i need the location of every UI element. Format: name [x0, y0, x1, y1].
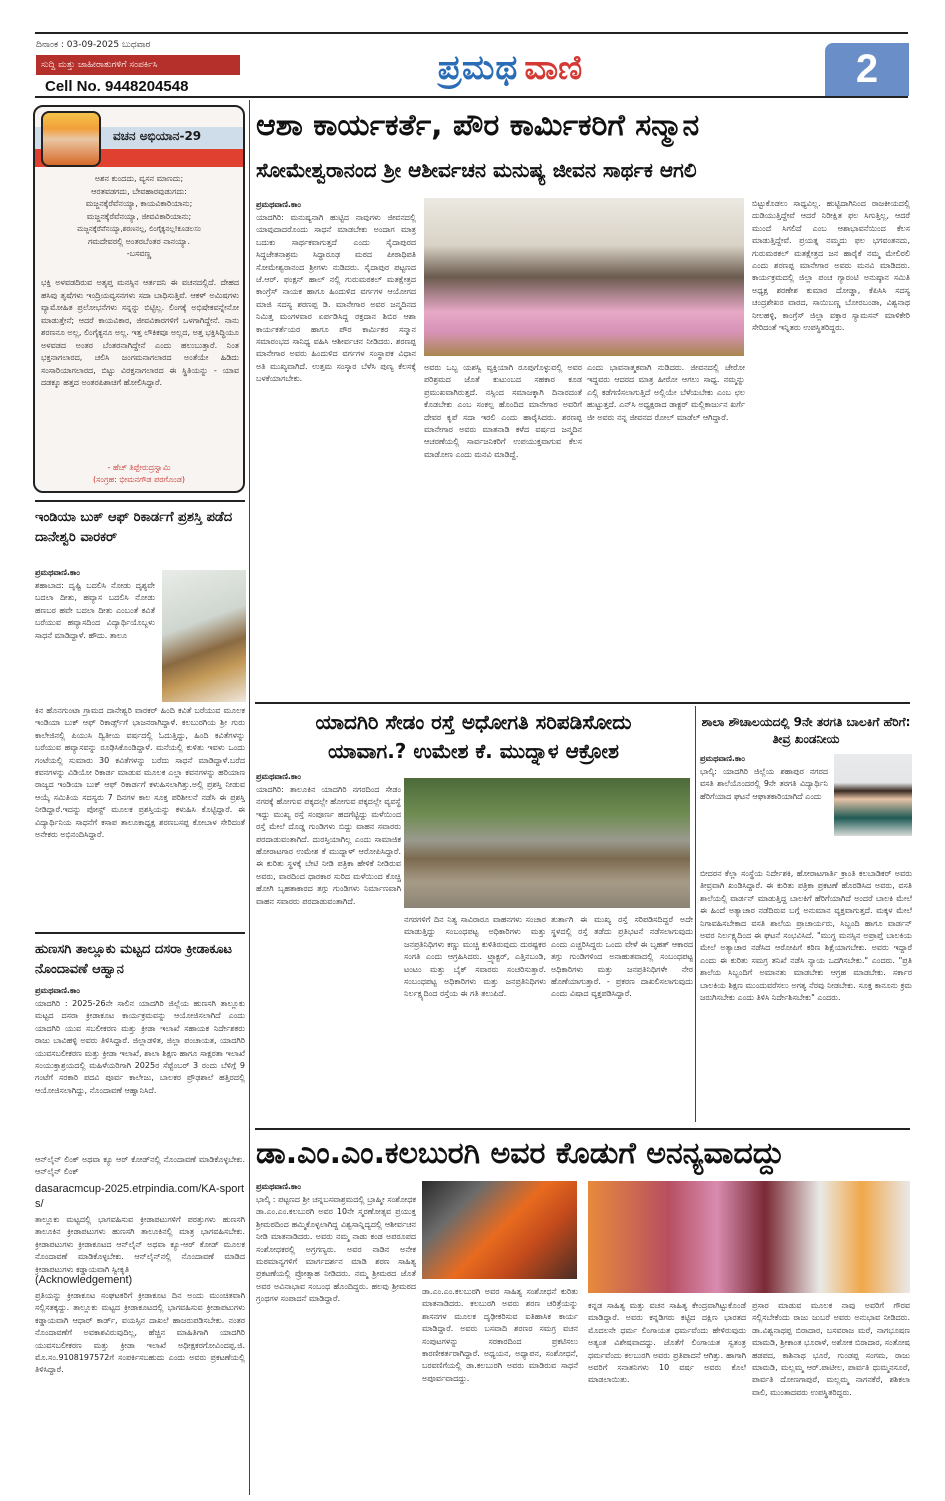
damaged-road-photo	[404, 778, 690, 908]
dasara-body-4: ಪ್ರತಿಯನ್ನು ಕ್ರೀಡಾಕೂಟ ಸಂಘಟಕರಿಗೆ ಕ್ರೀಡಾಕೂಟ ದಿನ ಅಂದು ಮುಂಚಿತವಾಗಿ ಸಲ್ಲಿಸತಕ್ಕದ್ದು. ತಾಲ್ಲೂಕು ಮಟ್ಟದ ಕ್ರೀಡಾಕೂಟದಲ್ಲಿ ಭಾಗವಹಿಸುವ ಕ್ರೀಡಾಪಟುಗಳು ಕಡ್ಡಾಯವಾಗಿ ಆಧಾರ್ ಕಾರ್ಡ್, ವಯಸ್ಸಿನ ದಾಖಲೆ ಹಾಜರುಪಡಿಸಬೇಕು. ನಂತರ ನೊಂದಾವಣೆಗೆ ಅವಕಾಶವಿರುವುದಿಲ್ಲ, ಹೆಚ್ಚಿನ ಮಾಹಿತಿಗಾಗಿ ಯಾದಗಿರಿ ಯುವಸಬಲೀಕರಣ ಮತ್ತು ಕ್ರೀಡಾ ಇಲಾಖೆ ಅಧೀಕ್ಷಕರಗೋವಿಂದಪ್ಪ.ಜಿ. ಮೊ.ಸಂ.9108197572ಗೆ ಸಂಪರ್ಕಿಸಬಹುದು ಎಂದು ಅವರು ಪ್ರಕಟಣೆಯಲ್ಲಿ ತಿಳಿಸಿದ್ದಾರೆ.	[35, 1291, 245, 1375]
record-body: ಕಿನ ಹೊನಗುಂಟಾ ಗ್ರಾಮದ ದಾನೇಶ್ವರಿ ವಾರಕರ್ ಹಿಂದಿ ಕವಿತೆ ಬರೆಯುವ ಮೂಲಕ ಇಂಡಿಯಾ ಬುಕ್ ಆಫ್ ರಿಕಾರ್ಡ್ಸ್‌ಗೆ ಭಾಜನರಾಗಿದ್ದಾಳೆ. ಕಲಬುರಗಿಯ ಶ್ರೀ ಗುರು ಕಾಲೇಜಿನಲ್ಲಿ ಪಿಯುಸಿ ದ್ವಿತೀಯ ವರ್ಷದಲ್ಲಿ ಓದುತ್ತಿದ್ದು, ಹಿಂದಿ ಕವಿತೆಗಳನ್ನು ಬರೆಯುವ ಹವ್ಯಾಸವನ್ನು ರೂಢಿಸಿಕೊಂಡಿದ್ದಾಳೆ. ಮನೆಯಲ್ಲಿ ಕುಳಿತು ಇವಳು ಒಂದು ಗಂಟೆಯಲ್ಲಿ ಸುಮಾರು 30 ಕವಿತೆಗಳನ್ನು ಬರೆದು ಸಾಧನೆ ಮಾಡಿದ್ದಾಳೆ.ಬರೆದ ಕವನಗಳನ್ನು ವಿಡಿಯೋ ರಿಕಾರ್ಡ ಮಾಡುವ ಮೂಲಕ ಎಲ್ಲಾ ಕವನಗಳನ್ನು ಹರಿಯಾಣ ರಾಜ್ಯದ ಇಂಡಿಯಾ ಬುಕ್ ಆಫ್ ರಿಕಾರ್ಡಗೆ ಕಳುಹಿಸಲಾಗಿತ್ತು.ಅಲ್ಲಿ ಪ್ರಶಸ್ತಿ ನೀಡುವ ಆಯ್ಕೆ ಸಮಿತಿಯ ಸದಸ್ಯರು 7 ದಿನಗಳ ಕಾಲ ಸೂಕ್ತ ಪರಿಶೀಲನೆ ನಡೆಸಿ ಈ ಪ್ರಶಸ್ತಿ ನೀಡಿದ್ದಾರೆ.ಇದನ್ನು ಪೋಸ್ಟ್ ಮೂಲಕ ಪ್ರಶಸ್ತಿಯನ್ನು ಕಳುಹಿಸಿ ಕೊಟ್ಟಿದ್ದಾರೆ. ಈ ವಿದ್ಯಾರ್ಥಿನಿಯ ಸಾಧನೆಗೆ ಕಸಾಪ ತಾಲೂಕಾಧ್ಯಕ್ಷ ಶರಣಬಸಪ್ಪ ಕೋಬಾಳ ಸೇರಿದಂತೆ ಅನೇಕರು ಅಭಿನಂದಿಸಿದ್ದಾರೆ.	[35, 706, 245, 840]
kalburgi-col-4: ಪ್ರಸಾರ ಮಾಡುವ ಮೂಲಕ ನಾವು ಅವರಿಗೆ ಗೌರವ ಸಲ್ಲಿಸಬೇಕೆಂದು ರಾಜು ಜುಬರೆ ಅವರು ಅನುಭಾವ ನೀಡಿದರು. ಡಾ.ವಿಶ್ವನಾಥಪ್ಪ ಬಿರಾದಾರ, ಬಸವರಾಜ ಮರೆ, ನಾಗಭೂಷಣ ಮಾಮಡಿ, ಶ್ರೀಕಾಂತ ಭೂರಾಳೆ, ಅಶೋಕ ಬಿರಾದಾರ, ಸಂತೋಷ ಹಡಪದ, ಕಾಶಿನಾಥ ಭೂರೆ, ಗುಂಡಪ್ಪ ಸಂಗಮ, ರಾಜು ಮಾಮಡಿ, ಮಲ್ಲಮ್ಮ ಆರ್.ಪಾಟೀಲ, ಪಾರ್ವತಿ ಧುಮ್ಮನಸೂರೆ, ಪಾರ್ವತಿ ದೋಣಗಾಪುರೆ, ಮಲ್ಲಮ್ಮ ನಾಗನಕೆರೆ, ಶಶಿಕಲಾ ವಾಲಿ, ಮುಂತಾದವರು ಉಪಸ್ಥಿತರಿದ್ದರು.	[752, 1301, 910, 1397]
compiler-name: (ಸಂಗ್ರಹ: ಭೀಮನಗೌಡ ಪರಗೊಂಡ)	[93, 475, 185, 484]
column-separator	[249, 100, 250, 1495]
record-student-photo	[162, 570, 246, 702]
dasara-body-1: ಯಾದಗಿರಿ : 2025-26ನೇ ಸಾಲಿನ ಯಾದಗಿರಿ ಜಿಲ್ಲೆಯ ಹುಣಸಗಿ ತಾಲ್ಲೂಕು ಮಟ್ಟದ ದಸರಾ ಕ್ರೀಡಾಕೂಟ ಕಾರ್ಯಕ್ರಮವನ್ನು ಆಯೋಜಿಸಲಾಗಿದೆ ಎಂದು ಯಾದಗಿರಿ ಯುವ ಸಬಲೀಕರಣ ಮತ್ತು ಕ್ರೀಡಾ ಇಲಾಖೆ ಸಹಾಯಕ ನಿರ್ದೇಶಕರು ರಾಜು ಬಾವಿಹಳ್ಳಿ ಅವರು ತಿಳಿಸಿದ್ದಾರೆ. ಜಿಲ್ಲಾಡಳಿತ, ಜಿಲ್ಲಾ ಪಂಚಾಯತ, ಯಾದಗಿರಿ ಯುವಸಬಲೀಕರಣ ಮತ್ತು ಕ್ರೀಡಾ ಇಲಾಖೆ, ಶಾಲಾ ಶಿಕ್ಷಣ ಹಾಗೂ ಸಾಕ್ಷರತಾ ಇಲಾಖೆ ಸಂಯುಕ್ತಾಶ್ರಯದಲ್ಲಿ ಮಹಿಳೆಯರಿಗಾಗಿ 2025ರ ಸೆಪ್ಟೆಂಬರ್ 3 ರಂದು ಬೆಳಿಗ್ಗೆ 9 ಗಂಟೆಗೆ ಸರಕಾರಿ ಪದವಿ ಪೂರ್ವ ಕಾಲೇಜು, ಬಾಲಕರ ಪ್ರೌಢಶಾಲೆ ಹತ್ತಿರದಲ್ಲಿ ಆಯೋಜಿಸಲಾಗಿದ್ದು, ನೊಂದಾವಣೆ ಆಹ್ವಾನಿಸಿದೆ.	[35, 999, 245, 1095]
issue-date: ದಿನಾಂಕ : 03-09-2025 ಬುಧವಾರ	[36, 40, 151, 50]
road-headline-line2: ಯಾವಾಗ.? ಉಮೇಶ ಕೆ. ಮುದ್ನಾಳ ಆಕ್ರೋಶ	[328, 739, 619, 763]
divider	[255, 1128, 910, 1130]
road-col-3: ತುರ್ತಾಗಿ ಈ ಮುಖ್ಯ ರಸ್ತೆ ಸರಿಪಡಿಸದಿದ್ದರೆ ಅದೇ ಸ್ಥಳದಲ್ಲಿ ರಸ್ತೆ ತಡೆದು ಪ್ರತಿಭಟನೆ ನಡೆಸಲಾಗುವುದು ಎಂದು ಎಚ್ಚರಿಸಿದ್ದರು ಒಂದು ವೇಳೆ ಈ ಬೃಹತ್ ಆಕಾರದ ತಗ್ಗು ಗುಂಡಿಗಳಿಂದ ಅನಾಹುತವಾದಲ್ಲಿ ಸಂಬಂಧಪಟ್ಟ ಅಧಿಕಾರಿಗಳು ಮತ್ತು ಜನಪ್ರತಿನಿಧಿಗಳೇ ನೇರ ಹೊಣೆಯಾಗುತ್ತಾರೆ. - ಪ್ರಕರಣ ದಾಖಲಿಸಲಾಗುವುದು ಎಂದು ವಿಷಾದ ವ್ಯಕ್ತಪಡಿಸಿದ್ದಾರೆ.	[551, 915, 693, 999]
divider	[35, 500, 245, 502]
kalburgi-col-3: ಕನ್ನಡ ಸಾಹಿತ್ಯ ಮತ್ತು ವಚನ ಸಾಹಿತ್ಯ ಕೇಂದ್ರವಾಗಿಟ್ಟುಕೊಂಡೆ ಮಾಡಿದ್ದಾರೆ. ಅವರು ಕನ್ನಡಿಗರು ಕಟ್ಟಿದ ದಕ್ಷಿಣ ಭಾರತದ ಮೊದಲನೇ ಧರ್ಮ ಲಿಂಗಾಯತ ಧರ್ಮವೆಂದು ಹೇಳಿರುವುದು ಅತ್ಯಂತ ವಿಶೇಷವಾದದ್ದು. ಜೊತೆಗೆ ಲಿಂಗಾಯತ ಸ್ವತಂತ್ರ ಧರ್ಮವೆಂದು ಕಲಬುರಗಿ ಅವರು ಪ್ರತಿಪಾದನೆ ಆಗಿತ್ತು. ಹಾಗಾಗಿ ಅವರಿಗೆ ಸನಾತನಿಗಳು 10 ವರ್ಷ ಅವರು ಕೊಲೆ ಮಾಡಲಾಯಿತು.	[588, 1301, 746, 1385]
poem-line: ಆರತವಡಗದು, ಬೇವಹಾರವುಡುಗದು:	[91, 186, 187, 196]
road-headline	[256, 708, 691, 766]
road-headline-line1: ಯಾದಗಿರಿ ಸೇಡಂ ರಸ್ತೆ ಅಧೋಗತಿ ಸರಿಪಡಿಸೋದು	[315, 710, 632, 734]
road-col-1: ಯಾದಗಿರಿ: ತಾಲೂಕಿನ ಯಾದಗಿರಿ ನಗರದಿಂದ ಸೇಡಂ ನಗರಕ್ಕೆ ಹೋಗುವ ಪಕ್ಕದಲ್ಲೇ ಹೋಗುವ ಪಕ್ಕದಲ್ಲೇ ವ್ಯವಸ್ಥೆ ಇದ್ದು ಮುಖ್ಯ ರಸ್ತೆ ಸಂಪೂರ್ಣ ಹದಗೆಟ್ಟಿದ್ದು ಮಳೆಯಿಂದ ರಸ್ತೆ ಮೇಲೆ ದೊಡ್ಡ ಗುಂಡಿಗಳು ಬಿದ್ದು ವಾಹನ ಸವಾರರು ಪರದಾಡುವಂತಾಗಿದೆ. ದುರಸ್ತಿಯಾಗಿಲ್ಲ ಎಂದು ಸಾಮಾಜಿಕ ಹೋರಾಟಗಾರ ಉಮೇಶ ಕೆ ಮುದ್ನಾಳ್ ಆರೋಪಿಸಿದ್ದಾರೆ. ಈ ಕುರಿತು ಸ್ಥಳಕ್ಕೆ ಬೇಟಿ ನೀಡಿ ಪತ್ರಿಕಾ ಹೇಳಿಕೆ ನೀಡಿರುವ ಅವರು, ವಾರದಿಂದ ಧಾರಕಾರ ಸುರಿದ ಮಳೆಯಿಂದ ಕೊಚ್ಚಿ ಹೋಗಿ ಬೃಹತಾಕಾರದ ತಗ್ಗು ಗುಂಡಿಗಳು ನಿರ್ಮಾಣವಾಗಿ ವಾಹನ ಸವಾರರು ಪರದಾಡುವಂತಾಗಿದೆ.	[256, 785, 401, 906]
school-headline: ಶಾಲಾ ಶೌಚಾಲಯದಲ್ಲಿ 9ನೇ ತರಗತಿ ಬಾಲಕಿಗೆ ಹೆರಿಗೆ: ತೀವ್ರ ಖಂಡನೀಯ	[701, 715, 911, 746]
author-name: - ಹೆಚ್ ತಿಪ್ಪೇರುದ್ರಸ್ವಾಮಿ	[107, 463, 171, 472]
poem-line: ಅಶನ ಕುಂದದು, ವ್ಯಸನ ಮಾಣದು;	[94, 174, 184, 183]
registration-link[interactable]: dasaracmcup-2025.etrpindia.com/KA-sports/	[35, 1183, 245, 1210]
basavanna-portrait	[41, 111, 101, 167]
school-byline: ಪ್ರಮಥವಾಣಿ.ಕಾಂ	[700, 754, 745, 763]
contact-banner: ಸುದ್ದಿ ಮತ್ತು ಜಾಹೀರಾತುಗಳಿಗೆ ಸಂಪರ್ಕಿಸಿ	[36, 55, 240, 75]
masthead-bottom-rule	[35, 96, 908, 98]
poem-line: -ಬಸವಣ್ಣ	[126, 249, 152, 258]
poem-line: ಮಜ್ಜನಕ್ಕೆರೆವೆನಯ್ಯಾ, ಜೀವವಿಕಾರಿಯಾನು;	[86, 211, 192, 221]
dasara-body-2: ಆನ್‌ಲೈನ್ ಲಿಂಕ್ ಅಥವಾ ಕ್ಯೂ ಆರ್ ಕೋಡ್‌ನಲ್ಲಿ ನೊಂದಾವಣೆ ಮಾಡಿಕೊಳ್ಳಬೇಕು. ಆನ್‌ಲೈನ್ ಲಿಂಕ್	[35, 1155, 245, 1177]
main-col-1: ಯಾದಗಿರಿ: ಮನುಷ್ಯನಾಗಿ ಹುಟ್ಟಿದ ನಾವುಗಳು ಜೀವನದಲ್ಲಿ ಯಾವುದಾದರೊಂದು ಸಾಧನೆ ಮಾಡಬೇಕು ಅಂದಾಗ ಮಾತ್ರ ಬದುಕು ಸಾರ್ಥಕವಾಗುತ್ತದೆ ಎಂದು ಸೈದಾಪುರದ ಸಿದ್ಧಜೇತನಾಶ್ರಮ ಸಿದ್ಧಾರೂಢ ಮಠದ ಪೀಠಾಧಿಪತಿ ಸೋಮೇಶ್ವರಾನಂದ ಶ್ರೀಗಳು ನುಡಿದರು. ಸೈದಾಪುರ ಪಟ್ಟಣದ ಜೆ.ಆರ್. ಫಂಕ್ಷನ್ ಹಾಲ್ ನಲ್ಲಿ ಗುರುಮಠಕಲ್ ಮತಕ್ಷೇತ್ರದ ಕಾಂಗ್ರೆಸ್ ನಾಯಕ ಹಾಗೂ ಹಿಂದುಳಿದ ವರ್ಗಗಳ ಆಯೋಗದ ಮಾಜಿ ಸದಸ್ಯ ಶರಣಪ್ಪ ಡಿ. ಮಾನೇಗಾರ ಅವರ ಜನ್ಮದಿನದ ನಿಮಿತ್ತ ಮಂಗಳವಾರ ಏರ್ಪಡಿಸಿದ್ದ ರಕ್ತದಾನ ಶಿಬಿರ ಆಶಾ ಕಾರ್ಯಕರ್ತೆಯರ ಹಾಗೂ ಪೌರ ಕಾರ್ಮಿಕರ ಸನ್ಮಾನ ಸಮಾರಂಭದ ಸಾನಿಧ್ಯ ವಹಿಸಿ ಆಶೀರ್ವಚನ ನೀಡಿದರು. ಶರಣಪ್ಪ ಮಾನೇಗಾರ ಅವರು ಹಿಂದುಳಿದ ವರ್ಗಗಳ ಸಂಸ್ಥಾಪಕ ವಿಧಾನ ಅತಿ ಮುಖ್ಯವಾಗಿದೆ. ಉತ್ತಮ ಸಂಸ್ಕಾರ ಬೆಳೆಸಿ ಪುಣ್ಯ ಕೆಲಸಕ್ಕೆ ಬಳಕೆಯಾಗಬೇಕು.	[256, 213, 416, 384]
vachana-title: ವಚನ ಅಭಿಯಾನ-29	[113, 129, 202, 143]
activist-photo	[834, 754, 912, 836]
column-separator	[695, 706, 696, 1122]
poem-line: ಗಮದೇವರಲ್ಲಿ ಅಂತರಬೆಂತರ ನಾನಯ್ಯಾ.	[87, 236, 191, 246]
logo-word-vani: ವಾಣಿ	[524, 48, 583, 88]
record-headline: ಇಂಡಿಯಾ ಬುಕ್ ಆಫ್ ರಿಕಾರ್ಡಗೆ ಪ್ರಶಸ್ತಿ ಪಡೆದ ದಾನೇಶ್ವರಿ ವಾರಕರ್	[35, 510, 233, 545]
acknowledgement-term: (Acknowledgement)	[35, 1274, 133, 1286]
logo-word-pramatha: ಪ್ರಮಥ	[437, 48, 519, 88]
main-col-4: ಬಿಟ್ಟುಕೊಡಲು ಸಾಧ್ಯವಿಲ್ಲ. ಹುಟ್ಟಿದಾಗಿನಿಂದ ರಾಜಕೀಯದಲ್ಲಿ ದುಡಿಯುತ್ತಿದ್ದೇವೆ ಆದರೆ ನಿರೀಕ್ಷಿತ ಫಲ ಸಿಗುತ್ತಿಲ್ಲ, ಆದರೆ ಮುಂದೆ ಸಿಗಲಿದೆ ಎಂಬ ಆಶಾಭಾವನೆಯಿಂದ ಕೆಲಸ ಮಾಡುತ್ತಿದ್ದೇವೆ. ಪ್ರಯತ್ನ ನಮ್ಮದು ಫಲ ಭಗವಂತನದು, ಗುರುಮಠಕಲ್ ಮತಕ್ಷೇತ್ರದ ಜನ ಹಾರೈಕೆ ನಮ್ಮ ಮೇಲಿರಲಿ ಎಂದು ಶರಣಪ್ಪ ಮಾನೇಗಾರ ಅವರು ಮನವಿ ಮಾಡಿದರು. ಕಾರ್ಯಕ್ರಮದಲ್ಲಿ ಜಿಲ್ಲಾ ಪಂಚ ಗ್ಯಾರಂಟಿ ಅನುಷ್ಠಾನ ಸಮಿತಿ ಅಧ್ಯಕ್ಷ ಶರಣೇಶ ಕುಮಾರ ದೋಡ್ಡಾ, ಕೆಪಿಸಿಸಿ ಸದಸ್ಯ ಚಂದ್ರಶೇಖರ ವಾರದ, ಸಾಯಿಬಣ್ಣ ಬೋರಬಂಡಾ, ವಿಶ್ವನಾಥ ನೀಲಹಳ್ಳಿ, ಕಾಂಗ್ರೆಸ್ ಜಿಲ್ಲಾ ವಕ್ತಾರ ಸ್ಯಾಮಸನ್ ಮಾಳಿಕೇರಿ ಸೇರಿದಂತೆ ಇನ್ನಿತರು ಉಪಸ್ಥಿತರಿದ್ದರು.	[752, 199, 910, 333]
main-subheadline: ಸೋಮೇಶ್ವರಾನಂದ ಶ್ರೀ ಆಶೀರ್ವಚನ ಮನುಷ್ಯ ಜೀವನ ಸಾರ್ಥಕ ಆಗಲಿ	[256, 158, 697, 182]
record-lead: ಶಹಾಬಾದ: ದೃಷ್ಟಿ ಬದಲಿಸಿ ನೋಡು ದೃಶ್ಯವೇ ಬದಲಾ ದೀತು, ಹವ್ಯಾಸ ಬದಲಿಸಿ ನೋಡು ಹಣಬರ ಹವೇ ಬದಲಾ ದೀತು ಎಂಬಂತೆ ಕವಿತೆ ಬರೆಯುವ ಹವ್ಯಾಸದಿಂದ ವಿದ್ಯಾರ್ಥಿಯೊಬ್ಬಳು ಸಾಧನೆ ಮಾಡಿದ್ದಾಳೆ. ಹೌದು. ತಾಲೂ	[35, 581, 155, 640]
dasara-body-3: ತಾಲ್ಲೂಕು ಮಟ್ಟದಲ್ಲಿ ಭಾಗವಹಿಸುವ ಕ್ರೀಡಾಪಟುಗಳಿಗೆ ಪರತ್ತುಗಳು ಹುಣಸಗಿ ತಾಲೂಕಿನ ಕ್ರೀಡಾಪಟುಗಳು ಹುಣಸಗಿ ತಾಲೂಕಿನಲ್ಲಿ ಮಾತ್ರ ಭಾಗವಹಿಸಬೇಕು. ಕ್ರೀಡಾಪಟುಗಳು ಕ್ರೀಡಾಕೂಟದ ಆನ್‌ಲೈನ್ ಅಥವಾ ಕ್ಯೂ-ಆರ್ ಕೋಡ್ ಮೂಲಕ ನೊಂದಾವಣೆ ಮಾಡಿಕೊಳ್ಳಬೇಕು. ಆನ್‌ಲೈನ್‌ನಲ್ಲಿ ನೊಂದಾವಣೆ ಮಾಡಿದ ಕ್ರೀಡಾಪಟುಗಳು ಕಡ್ಡಾಯವಾಗಿ ಸ್ವೀಕೃತಿ	[35, 1215, 245, 1274]
vachana-box	[33, 105, 245, 493]
school-body: ಬೀದರನ ಕೆಲ್ಲಾ ಸಂಸ್ಥೆಯ ನಿರ್ದೇಶಕಿ, ಹೋರಾಟಗಾರ್ತಿ ಕ್ರಾಂತಿ ಕಲಬಾಡಿಕರ್ ಅವರು ತೀವ್ರವಾಗಿ ಖಂಡಿಸಿದ್ದಾರೆ. ಈ ಕುರಿತು ಪತ್ರಿಕಾ ಪ್ರಕಟಣೆ ಹೊರಡಿಸಿದ ಅವರು, ವಸತಿ ಶಾಲೆಯಲ್ಲಿ ವಾರ್ಡನ್ ಮಾಡುತ್ತಿದ್ದ ಬಾಲಕಿಗೆ ಹೆರಿಗೆಯಾಗಿದೆ ಅಂದರೆ ಬಾಲಕಿ ಮೇಲೆ ಈ ಹಿಂದೆ ಅತ್ಯಾಚಾರ ನಡೆದಿರುವ ಬಗ್ಗೆ ಅನುಮಾನ ವ್ಯಕ್ತವಾಗುತ್ತದೆ. ಮಕ್ಕಳ ಮೇಲೆ ನಿಗಾವಹಿಸಬೇಕಾದ ವಸತಿ ಶಾಲೆಯ ಪ್ರಾಚಾರ್ಯರು, ಸಿಬ್ಬಂದಿ ಹಾಗೂ ವಾರ್ಡನ್ ಅವರ ನಿರ್ಲಕ್ಷ್ಯದಿಂದ ಈ ಘಟನೆ ಸಂಭವಿಸಿದೆ. "ಮುಗ್ಧ ಮನಸ್ಸಿನ ಅಪ್ರಾಪ್ತೆ ಬಾಲಕಿಯ ಮೇಲೆ ಅತ್ಯಾಚಾರ ನಡೆಸಿದ ಆರೋಪಿಗೆ ಕಠಿಣ ಶಿಕ್ಷೆಯಾಗಬೇಕು. ಅವರು ಇದ್ದಾರೆ ಎಂದು ಈ ಕುರಿತು ಸಮಗ್ರ ತನಿಖೆ ನಡೆಸಿ ನ್ಯಾಯ ಒದಗಿಸಬೇಕು." ಎಂದರು. "ಪ್ರತಿ ಶಾಲೆಯ ಸಿಬ್ಬಂದಿಗೆ ಅಮಾನತು ಮಾಡಬೇಕು ಆಗ್ರಹ ಮಾಡಬೇಕು. ಸರ್ಕಾರ ಬಾಲಕಿಯ ಶಿಕ್ಷಣ ಮುಂದುವರೆಸಲು ಅಗತ್ಯ ನೆರವು ನೀಡಬೇಕು. ಸೂಕ್ತ ಕಾನೂನು ಕ್ರಮ ಜರುಗಿಸಬೇಕು ಎಂದು ತಿಳಿಸಿ ನಿರ್ದೇಶಿಸಬೇಕು" ಎಂದರು.	[700, 869, 912, 1003]
speaker-photo	[422, 1181, 577, 1279]
record-byline: ಪ್ರಮಥವಾಣಿ.ಕಾಂ	[35, 568, 80, 577]
divider	[35, 932, 245, 934]
tribute-group-photo	[588, 1181, 910, 1293]
kalburgi-col-2: ಡಾ.ಎಂ.ಎಂ.ಕಲಬುರಗಿ ಅವರ ಸಾಹಿತ್ಯ ಸಂಶೋಧನೆ ಕುರಿತು ಮಾತನಾಡಿದರು. ಕಲಬುರಗಿ ಅವರು ಶರಣ ಚರಿತ್ರೆಯನ್ನು ಶಾಸನಗಳ ಮೂಲಕ ದೃಢೀಕರಿಸುವ ಐತಿಹಾಸಿಕ ಕಾರ್ಯ ಮಾಡಿದ್ದಾರೆ. ಅವರು ಬಸವಾದಿ ಶರಣರ ಸಮಗ್ರ ವಚನ ಸಂಪುಟಗಳನ್ನು ಸರಕಾರದಿಂದ ಪ್ರಕಟಿಸಲು ಕಾರಣೀಕರ್ತರಾಗಿದ್ದಾರೆ. ಅಧ್ಯಯನ, ಅಧ್ಯಾಪನ, ಸಂಶೋಧನೆ, ಬರವಣಿಗೆಯಲ್ಲಿ ಡಾ.ಕಲಬುರಗಿ ಅವರು ಮಾಡಿರುವ ಸಾಧನೆ ಅಪೂರ್ವವಾದದ್ದು.	[422, 1287, 578, 1383]
dasara-byline: ಪ್ರಮಥವಾಣಿ.ಕಾಂ	[35, 986, 80, 995]
school-lead: ಭಾಲ್ಕಿ: ಯಾದಗಿರಿ ಜಿಲ್ಲೆಯ ಶಹಾಪುರ ನಗರದ ವಸತಿ ಶಾಲೆಯೊಂದರಲ್ಲಿ 9ನೇ ತರಗತಿ ವಿದ್ಯಾರ್ಥಿನಿ ಹೆರಿಗೆಯಾದ ಘಟನೆ ಆಘಾತಕಾರಿಯಾಗಿದೆ ಎಂದು	[700, 767, 828, 801]
vachana-poem	[39, 173, 239, 261]
kalburgi-byline: ಪ್ರಮಥವಾಣಿ.ಕಾಂ	[256, 1182, 301, 1191]
poem-line: ಮಜ್ಜನಕ್ಕೆರೆವೆನಯ್ಯಾ, ಕಾಯವಿಕಾರಿಯಾನು;	[85, 199, 193, 208]
road-col-2: ನಗರಗಳಿಗೆ ದಿನ ನಿತ್ಯ ಸಾವಿರಾರೂ ವಾಹನಗಳು ಸಂಚಾರ ಮಾಡುತ್ತಿದ್ದು ಸಂಬಂಧಪಟ್ಟ ಅಧಿಕಾರಿಗಳು ಮತ್ತು ಜನಪ್ರತಿನಿಧಿಗಳು ಕಣ್ಣು ಮುಚ್ಚಿ ಕುಳಿತಿರುವುದು ದುರಷ್ಟಕರ ಸಂಗತಿ ಎಂದು ಆಗ್ರಹಿಸಿದರು. ಟ್ರ್ಯಾಕ್ಟರ್, ಎತ್ತಿನಬಂಡಿ, ಟಂಟಂ ಮತ್ತು ಬೈಕ್ ಸವಾರರು ಸಂಚರಿಸುತ್ತಾರೆ. ಸಂಬಂಧಪಟ್ಟ ಅಧಿಕಾರಿಗಳು ಮತ್ತು ಜನಪ್ರತಿನಿಧಿಗಳು ನಿರ್ಲಕ್ಷ್ಯದಿಂದ ರಸ್ತೆಯ ಈ ಗತಿ ತಲುಪಿದೆ.	[404, 915, 546, 999]
cell-number: Cell No. 9448204548	[45, 78, 189, 95]
main-col-2: ಅವರು ಒಬ್ಬ ಯಶಸ್ವಿ ವ್ಯಕ್ತಿಯಾಗಿ ರೂಪುಗೊಳ್ಳುವಲ್ಲಿ ಅವರ ಪರಿಶ್ರಮದ ಜೊತೆ ಕುಟುಂಬದ ಸಹಕಾರ ಕೂಡ ಪ್ರಮುಖವಾಗಿರುತ್ತದೆ. ನಸ್ಸಿಂದ ಸಮಾಜಕ್ಕಾಗಿ ದಿನಾರದಂತೆ ಕೊಡಬೇಕು ಎಂಬ ಸಂಕಲ್ಪ ಹೊಂದಿದ ಮಾನೇಗಾರ ಅವರಿಗೆ ದೇವರ ಕೃಪೆ ಸದಾ ಇರಲಿ ಎಂದು ಹಾರೈಸಿದರು. ಶರಣಪ್ಪ ಮಾನೇಗಾರ ಅವರು ಮಾತನಾಡಿ ಕಳೆದ ವರ್ಷದ ಜನ್ಮದಿನ ಆಚರಣೆಯಲ್ಲಿ ಸಾರ್ವಜನಿಕರಿಗೆ ಉಪಯುಕ್ತವಾಗುವ ಕೆಲಸ ಮಾಡೋಣ ಎಂದು ಮನವಿ ಮಾಡಿದ್ದೆ.	[424, 363, 582, 459]
poem-line: ಮಜ್ಜನಕ್ಕೆರೆವೆನಯ್ಯಾ,ಶರಣನಲ್ಲ, ಲಿಂಗೈಕ್ಯನಲ್ಲ!ಕೂಡಲಸಂ	[77, 225, 201, 233]
vachana-author	[35, 462, 243, 486]
top-rule	[35, 32, 908, 34]
main-col-3: ಎಂದು ಭಾವನಾತ್ಮಕವಾಗಿ ನುಡಿದರು. ಜೀವನದಲ್ಲಿ ಜೇರೋ ಇದ್ದವರು ಆದರದ ಮಾತ್ರ ಹೀರೋ ಆಗಲು ಸಾಧ್ಯ. ನಮ್ಮನ್ನು ಎಲ್ಲಿ ಕಡೆಗಣಿಸಲಾಗುತ್ತಿದೆ ಅಲ್ಲಿಯೇ ಬೆಳೆಯಬೇಕು ಎಂಬ ಛಲ ಹುಟ್ಟುತ್ತದೆ. ಎನ್‌ಸಿ ಅಧ್ಯಕ್ಷರಾದ ಡಾಕ್ಟರ್ ಮಲ್ಲಿಕಾರ್ಜುನ ಖರ್ಗೆ ಜೀ ಅವರು ನನ್ನ ಜೀವನದ ರೋಲ್ ಮಾಡೆಲ್ ಆಗಿದ್ದಾರೆ.	[587, 363, 745, 422]
road-byline: ಪ್ರಮಥವಾಣಿ.ಕಾಂ	[256, 772, 301, 781]
page-number-tab: 2	[825, 43, 909, 96]
vachana-commentary: ಭಕ್ತಿ ಅಳವಡದಿರುವ ಅತೃಪ್ತ ಮನಸ್ಸಿನ ಆರ್ತದನಿ ಈ ವಚನದಲ್ಲಿದೆ. ದೇಹದ ಹಸಿವು ತೃಷೆಗಳು ಇಂದ್ರಿಯವ್ಯಸನಗಳು ಸದಾ ಬಾಧಿಸುತ್ತಿವೆ. ಆಕಳ್ ಅಮಿಷಗಳು ವ್ಯಾಮೋಹಿತ ಪ್ರಲೋಭನೆಗಳು ಸನ್ನನ್ನು ಬಿಟ್ಟಿಲ್ಲ. ಲಿಂಗಕ್ಕೆ ಅಭಿಷೇಕವನ್ನೇನೋ ಮಾಡುತ್ತೇನೆ; ಆದರೆ ಕಾಯವಿಕಾರ, ಜೀವವಿಕಾರಗಳಿಗೆ ಒಳಗಾಗಿದ್ದೇನೆ. ನಾನು ಶರಣನೂ ಅಲ್ಲ, ಲಿಂಗೈಕ್ಯನೂ ಅಲ್ಲ. ಇತ್ತ ಲೌಕಿಕವೂ ಅಲ್ಲದ, ಅತ್ತ ಭಕ್ತಿಸಿದ್ಧಿಯೂ ಅಳವಡದ ಅಂತರ ಬೆಂತರನಾಗಿದ್ದೇನೆ ಎಂದು ಹಲುಬುತ್ತಾರೆ. ನಿಂತ ಭಕ್ತನಾಗಲಾರದ, ಚಲಿಸಿ ಜಂಗಮನಾಗಲಾರದ ಅಂತೆಯೇ ಹಿಡಿದು ಸಂಸಾರಿಯಾಗಲಾರದ, ಬಿಟ್ಟು ವಿರಕ್ತನಾಗಲಾರದ ಈ ಸ್ಥಿತಿಯನ್ನು - ಯಾವ ದಡಕ್ಕೂ ಹತ್ತದ ಅಂತರಪಿಶಾಚಿಗೆ ಹೋಲಿಸಿದ್ದಾರೆ.	[41, 278, 239, 387]
newspaper-logo	[380, 40, 640, 96]
main-byline: ಪ್ರಮಥವಾಣಿ.ಕಾಂ	[256, 200, 301, 209]
felicitation-photo	[424, 198, 744, 356]
dasara-headline: ಹುಣಸಗಿ ತಾಲ್ಲೂಕು ಮಟ್ಟದ ದಸರಾ ಕ್ರೀಡಾಕೂಟ ನೊಂದಾವಣೆ ಆಹ್ವಾನ	[35, 942, 233, 977]
main-headline: ಆಶಾ ಕಾರ್ಯಕರ್ತೆ, ಪೌರ ಕಾರ್ಮಿಕರಿಗೆ ಸನ್ಮಾನ	[256, 108, 700, 143]
kalburgi-col-1: ಭಾಲ್ಕಿ : ಪಟ್ಟಣದ ಶ್ರೀ ಚನ್ನಬಸವಾಶ್ರಮದಲ್ಲಿ ಬ್ರಾಹ್ಮೀ ಸಂಶೋಧಕ ಡಾ.ಎಂ.ಎಂ.ಕಲಬುರಗಿ ಅವರ 10ನೇ ಸ್ಮರಣೋತ್ಸವ ಪ್ರಯುಕ್ತ ಶ್ರೀಮಠದಿಂದ ಹಮ್ಮಿಕೊಳ್ಳಲಾಗಿದ್ದ ವಿಶ್ವಸಾನ್ನಿದ್ಯದಲ್ಲಿ ಆಶೀರ್ವಚನ ನೀಡಿ ಮಾತನಾಡಿದರು. ಅವರು ನಮ್ಮ ನಾಡು ಕಂಡ ಅಪರೂಪದ ಸಂಶೋಧಕರಲ್ಲಿ ಅಗ್ರಗಣ್ಯರು. ಅವರ ನಾಡಿನ ಅನೇಕ ಮಠಮಾನ್ಯಗಳಿಗೆ ಮಾರ್ಗದರ್ಶನ ಮಾಡಿ ಶರಣ ಸಾಹಿತ್ಯ ಪ್ರಕಟಣೆಯಲ್ಲಿ ಪ್ರೋತ್ಸಾಹ ನೀಡಿದರು. ನಮ್ಮ ಶ್ರೀಮಠದ ಜೊತೆ ಅವರ ಅವಿನಾಭಾವ ಸಂಬಂಧ ಹೊಂದಿದ್ದರು. ಹಲವು ಶ್ರೀಮಠದ ಗ್ರಂಥಗಳ ಸಂಪಾದನೆ ಮಾಡಿದ್ದಾರೆ.	[256, 1195, 416, 1304]
kalburgi-headline: ಡಾ.ಎಂ.ಎಂ.ಕಲಬುರಗಿ ಅವರ ಕೊಡುಗೆ ಅನನ್ಯವಾದದ್ದು	[256, 1136, 785, 1171]
divider	[255, 702, 910, 704]
